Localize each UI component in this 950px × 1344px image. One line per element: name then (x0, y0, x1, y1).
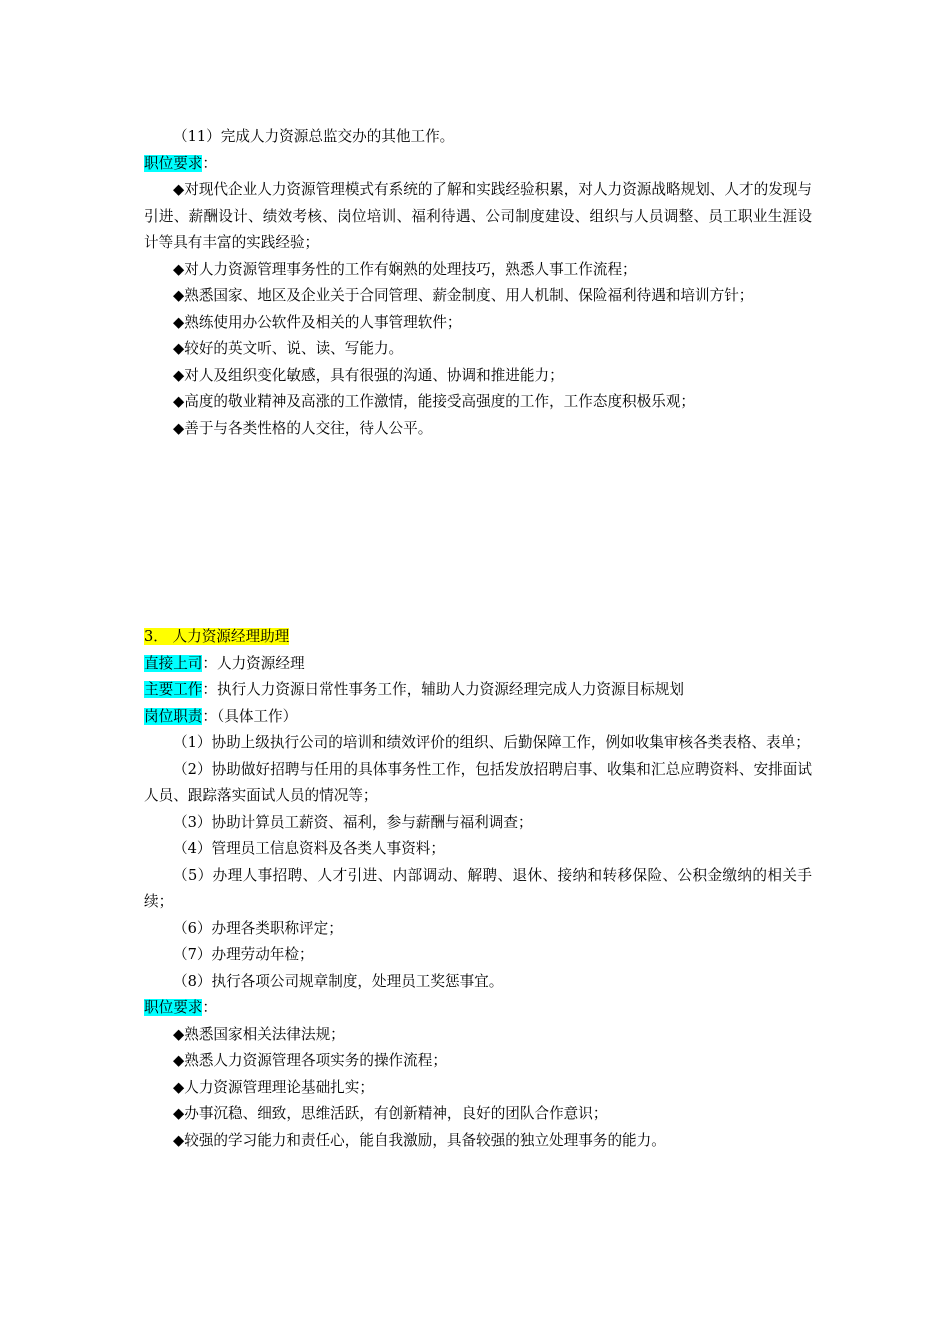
requirement-item: ◆善于与各类性格的人交往，待人公平。 (173, 419, 433, 437)
duties-line (144, 704, 812, 731)
requirements-heading (144, 151, 812, 178)
requirement-item: ◆较好的英文听、说、读、写能力。 (173, 340, 404, 357)
supervisor-line (144, 651, 812, 678)
duty-item: （5）办理人事招聘、人才引进、内部调动、解聘、退休、接纳和转移保险、公积金缴纳的相关手续； (144, 866, 812, 910)
duty-item: （8）执行各项公司规章制度，处理员工奖惩事宜。 (173, 972, 504, 990)
duty-item: （2）协助做好招聘与任用的具体事务性工作，包括发放招聘启事、收集和汇总应聘资料、安排面试人员、跟踪落实面试人员的情况等； (144, 760, 812, 804)
requirements-colon: ： (202, 154, 217, 172)
requirement-item: ◆熟悉人力资源管理各项实务的操作流程； (173, 1052, 447, 1069)
requirement-item: ◆熟练使用办公软件及相关的人事管理软件； (173, 313, 462, 331)
supervisor-value: ：人力资源经理 (202, 654, 305, 672)
requirements-heading (144, 995, 812, 1022)
supervisor-label: 直接上司 (144, 654, 203, 672)
requirement-item: ◆较强的学习能力和责任心，能自我激励，具备较强的独立处理事务的能力。 (173, 1131, 666, 1149)
requirement-item: ◆高度的敬业精神及高涨的工作激情，能接受高强度的工作，工作态度积极乐观； (173, 393, 696, 410)
requirements-label: 职位要求 (144, 999, 203, 1016)
requirements-colon: ： (202, 999, 217, 1016)
requirement-item: ◆对人力资源管理事务性的工作有娴熟的处理技巧，熟悉人事工作流程； (173, 260, 637, 278)
main-work-label: 主要工作 (144, 681, 203, 698)
duty-item: （7）办理劳动年检； (173, 946, 314, 963)
requirement-item: ◆人力资源管理理论基础扎实； (173, 1078, 374, 1096)
duty-item: （3）协助计算员工薪资、福利，参与薪酬与福利调查； (173, 813, 533, 831)
requirement-item: ◆熟悉国家相关法律法规； (173, 1025, 345, 1043)
requirement-item: ◆对现代企业人力资源管理模式有系统的了解和实践经验积累，对人力资源战略规划、人才的发现与引进、薪酬设计、绩效考核、岗位培训、福利待遇、公司制度建设、组织与人员调整、员工职业生涯设计等具有丰富的实践经验； (144, 181, 812, 251)
requirement-item: ◆办事沉稳、细致，思维活跃，有创新精神，良好的团队合作意识； (173, 1105, 608, 1122)
duty-item-11: （11）完成人力资源总监交办的其他工作。 (173, 128, 455, 145)
duties-label: 岗位职责 (144, 707, 203, 725)
section-title-line (144, 624, 812, 651)
duty-item: （4）管理员工信息资料及各类人事资料； (173, 840, 445, 857)
section-hr-assistant (144, 624, 812, 1154)
duty-item: （1）协助上级执行公司的培训和绩效评价的组织、后勤保障工作，例如收集审核各类表格、表单； (173, 734, 810, 751)
duties-value: ：（具体工作） (202, 707, 298, 725)
requirements-label: 职位要求 (144, 154, 203, 172)
section-top (144, 124, 812, 442)
duty-item: （6）办理各类职称评定； (173, 919, 343, 937)
section-title: 3． 人力资源经理助理 (144, 628, 290, 645)
main-work-value: ：执行人力资源日常性事务工作，辅助人力资源经理完成人力资源目标规划 (202, 681, 684, 698)
requirement-item: ◆对人及组织变化敏感，具有很强的沟通、协调和推进能力； (173, 366, 564, 384)
requirement-item: ◆熟悉国家、地区及企业关于合同管理、薪金制度、用人机制、保险福利待遇和培训方针； (173, 287, 754, 304)
main-work-line (144, 677, 812, 704)
